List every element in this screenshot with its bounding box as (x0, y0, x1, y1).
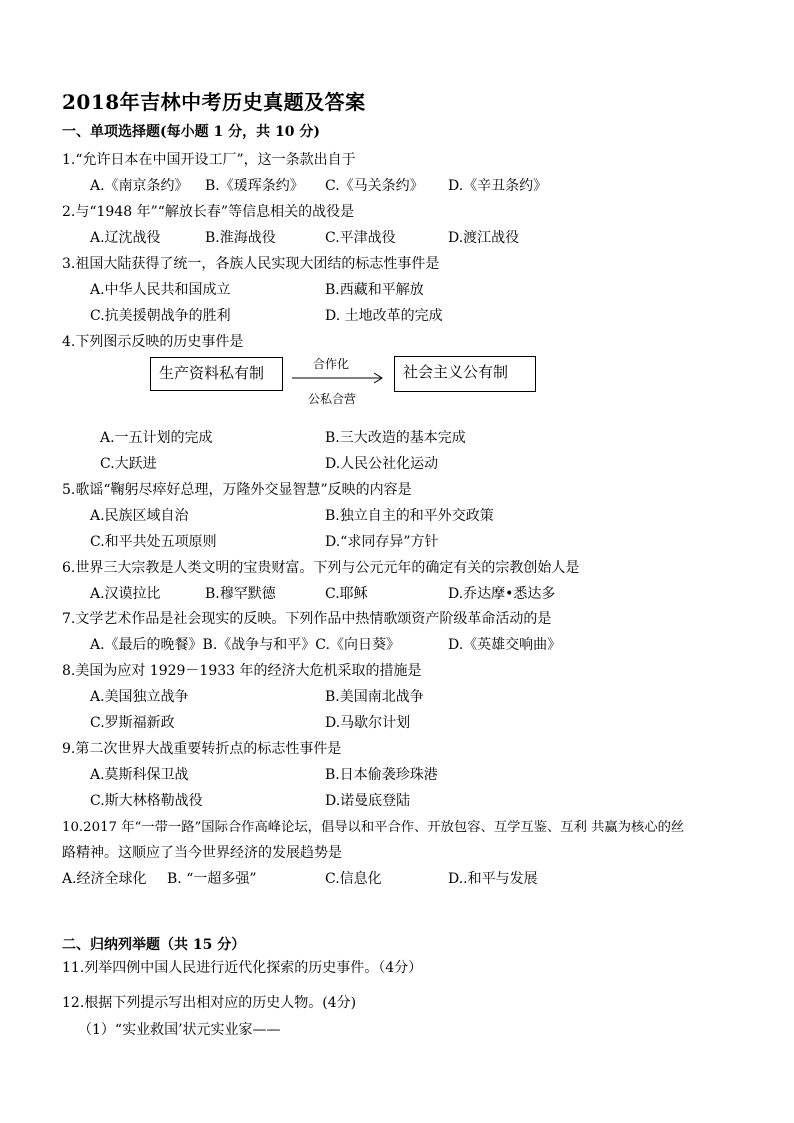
q4-option-b: B.三大改造的基本完成 (325, 430, 466, 446)
diagram-box-private-ownership: 生产资料私有制 (150, 357, 283, 391)
page-title: 2018年吉林中考历史真题及答案 (62, 90, 366, 114)
q4-option-d: D.人民公社化运动 (325, 456, 439, 472)
q2-option-c: C.平津战役 (325, 230, 396, 246)
q1-option-a: A.《南京条约》 (90, 178, 189, 194)
question-9: 9.第二次世界大战重要转折点的标志性事件是 (62, 741, 342, 757)
q8-option-a: A.美国独立战争 (90, 689, 189, 705)
q5-option-d: D.“求同存异”方针 (325, 534, 439, 550)
diagram-arrow (290, 372, 386, 384)
q9-option-c: C.斯大林格勒战役 (90, 793, 203, 809)
question-1: 1.“允许日本在中国开设工厂”，这一条款出自于 (62, 152, 356, 168)
q10-option-c: C.信息化 (325, 871, 382, 887)
question-8: 8.美国为应对 1929－1933 年的经济大危机采取的措施是 (62, 663, 422, 679)
question-12-part-1: （1）“实业救国’状元实业家—— (78, 1022, 281, 1038)
q5-option-b: B.独立自主的和平外交政策 (325, 508, 494, 524)
q6-option-a: A.汉谟拉比 (90, 586, 161, 602)
q7-option-d: D.《英雄交响曲》 (448, 637, 562, 653)
q2-option-a: A.辽沈战役 (90, 230, 161, 246)
q4-option-c: C.大跃进 (100, 456, 157, 472)
q6-option-c: C.耶稣 (325, 586, 368, 602)
q6-option-b: B.穆罕默德 (205, 586, 276, 602)
question-6: 6.世界三大宗教是人类文明的宝贵财富。下列与公元元年的确定有关的宗教创始人是 (62, 560, 580, 576)
q4-option-a: A.一五计划的完成 (100, 430, 213, 446)
q1-option-b: B.《瑗珲条约》 (205, 178, 304, 194)
diagram-label-joint-venture: 公私合营 (308, 392, 357, 406)
question-5: 5.歌谣“鞠躬尽瘁好总理，万隆外交显智慧”反映的内容是 (62, 482, 412, 498)
diagram-box-public-ownership: 社会主义公有制 (394, 356, 536, 392)
q3-option-c: C.抗美援朝战争的胜利 (90, 308, 231, 324)
q8-option-d: D.马歇尔计划 (325, 715, 411, 731)
question-12: 12.根据下列提示写出相对应的历史人物。(4分) (62, 995, 357, 1011)
question-10-continued: 路精神。这顺应了当今世界经济的发展趋势是 (62, 845, 342, 861)
q9-option-b: B.日本偷袭珍珠港 (325, 767, 438, 783)
q6-option-d: D.乔达摩•悉达多 (448, 586, 556, 602)
section-choice-heading: 一、单项选择题(每小题 1 分，共 10 分) (62, 124, 320, 140)
q5-option-a: A.民族区域自治 (90, 508, 189, 524)
q8-option-c: C.罗斯福新政 (90, 715, 175, 731)
q10-option-b: B. “一超多强” (167, 871, 257, 887)
q2-option-b: B.淮海战役 (205, 230, 276, 246)
q5-option-c: C.和平共处五项原则 (90, 534, 217, 550)
question-10: 10.2017 年“一带一路”国际合作高峰论坛，倡导以和平合作、开放包容、互学互鉴、互利 共赢为核心的丝 (62, 820, 685, 835)
q10-option-d: D..和平与发展 (448, 871, 538, 887)
question-11: 11.列举四例中国人民进行近代化探索的历史事件。（4分） (62, 960, 423, 976)
section-list-heading: 二、归纳列举题（共 15 分） (62, 937, 246, 953)
diagram-label-cooperation: 合作化 (313, 357, 350, 371)
question-3: 3.祖国大陆获得了统一，各族人民实现大团结的标志性事件是 (62, 256, 440, 272)
question-2: 2.与“1948 年”“解放长春”等信息相关的战役是 (62, 204, 355, 220)
q9-option-d: D.诺曼底登陆 (325, 793, 411, 809)
q9-option-a: A.莫斯科保卫战 (90, 767, 189, 783)
q7-options-abc: A.《最后的晚餐》B.《战争与和平》C.《向日葵》 (90, 637, 400, 653)
q1-option-c: C.《马关条约》 (325, 178, 424, 194)
q3-option-d: D. 土地改革的完成 (325, 308, 443, 324)
q3-option-b: B.西藏和平解放 (325, 282, 424, 298)
question-4: 4.下列图示反映的历史事件是 (62, 334, 244, 350)
q2-option-d: D.渡江战役 (448, 230, 520, 246)
q8-option-b: B.美国南北战争 (325, 689, 424, 705)
q3-option-a: A.中华人民共和国成立 (90, 282, 231, 298)
question-7: 7.文学艺术作品是社会现实的反映。下列作品中热情歌颂资产阶级革命活动的是 (62, 611, 552, 627)
q1-option-d: D.《辛丑条约》 (448, 178, 548, 194)
q10-option-a: A.经济全球化 (62, 871, 147, 887)
